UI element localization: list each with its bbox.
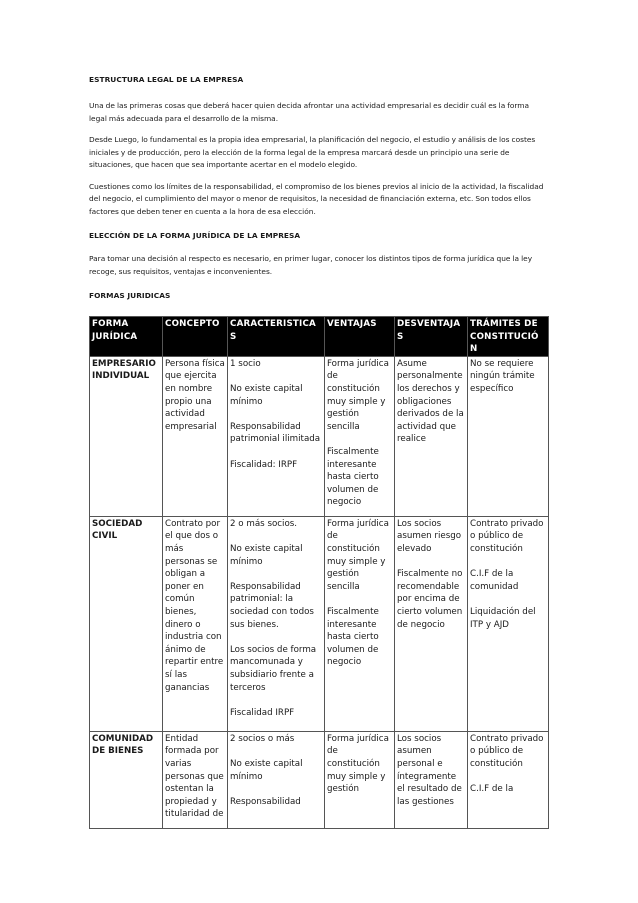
cell-text: Los socios de forma mancomunada y subsidiario frente a terceros bbox=[230, 644, 317, 693]
table-header-row bbox=[90, 317, 549, 357]
cell-text: 2 o más socios. bbox=[230, 518, 298, 529]
table-row bbox=[90, 356, 549, 516]
header-forma-juridica: FORMA JURÍDICA bbox=[90, 317, 163, 357]
cell-tramites bbox=[468, 731, 549, 828]
cell-concepto bbox=[163, 356, 228, 516]
cell-text: 2 socios o más bbox=[230, 733, 295, 744]
cell-forma-juridica: SOCIEDAD CIVIL bbox=[90, 516, 163, 731]
cell-text: Asume personalmente los derechos y obligaciones derivados de la actividad que realice bbox=[397, 358, 464, 445]
cell-text: C.I.F de la comunidad bbox=[470, 569, 519, 592]
cell-desventajas bbox=[395, 356, 468, 516]
cell-text: Fiscalidad IRPF bbox=[230, 707, 295, 718]
cell-ventajas bbox=[325, 356, 395, 516]
header-tramites: TRÁMITES DE CONSTITUCIÓN bbox=[468, 317, 549, 357]
cell-text: 1 socio bbox=[230, 358, 261, 369]
cell-forma-juridica: EMPRESARIO INDIVIDUAL bbox=[90, 356, 163, 516]
cell-text: Fiscalmente interesante hasta cierto volumen de negocio bbox=[327, 446, 379, 508]
cell-caracteristicas bbox=[228, 516, 325, 731]
cell-text: Persona física que ejercita en nombre propio una actividad empresarial bbox=[165, 358, 225, 432]
cell-text: No existe capital mínimo bbox=[230, 758, 303, 782]
cell-tramites bbox=[468, 516, 549, 731]
header-caracteristicas: CARACTERISTICAS bbox=[228, 317, 325, 357]
cell-text: Responsabilidad bbox=[230, 796, 301, 807]
cell-desventajas bbox=[395, 516, 468, 731]
eleccion-paragraph: Para tomar una decisión al respecto es necesario, en primer lugar, conocer los distintos tipos de forma jurídica que la ley recoge, sus requisitos, ventajas e inconvenientes. bbox=[89, 254, 533, 276]
header-ventajas: VENTAJAS bbox=[325, 317, 395, 357]
table-row bbox=[90, 731, 549, 828]
document-page bbox=[89, 68, 548, 829]
cell-text: No se requiere ningún trámite específico bbox=[470, 358, 535, 394]
cell-text: Entidad formada por varias personas que ostentan la propiedad y titularidad de bbox=[165, 733, 224, 820]
intro-paragraph-3: Cuestiones como los límites de la responsabilidad, el compromiso de los bienes previos al inicio de la actividad, la fiscalidad del negocio, el cumplimiento del mayor o menor de requisitos, la necesidad de financiación externa, etc. Son todos ellos factores que deben tener en cuenta a la hora de esa elección. bbox=[89, 181, 544, 216]
table-row bbox=[90, 516, 549, 731]
cell-text: No existe capital mínimo bbox=[230, 383, 303, 407]
cell-ventajas bbox=[325, 731, 395, 828]
document-title: ESTRUCTURA LEGAL DE LA EMPRESA bbox=[89, 75, 244, 84]
cell-text: Contrato privado o público de constitución bbox=[470, 518, 544, 554]
cell-text: C.I.F de la bbox=[470, 784, 514, 795]
cell-tramites bbox=[468, 356, 549, 516]
cell-text: Forma jurídica de constitución muy simple y gestión sencilla bbox=[327, 518, 389, 592]
cell-caracteristicas bbox=[228, 356, 325, 516]
table-body bbox=[90, 356, 549, 828]
cell-text: Los socios asumen riesgo elevado bbox=[397, 518, 462, 554]
cell-desventajas bbox=[395, 731, 468, 828]
cell-ventajas bbox=[325, 516, 395, 731]
cell-text: Responsabilidad patrimonial: la sociedad con todos sus bienes. bbox=[230, 581, 314, 630]
intro-paragraph-2: Desde Luego, lo fundamental es la propia idea empresarial, la planificación del negocio, el estudio y análisis de los costes iniciales y de producción, pero la elección de la forma legal de la empresa marcará desde un principio una serie de situaciones, que hacen que sea importante acertar en el modelo elegido. bbox=[89, 135, 536, 169]
intro-paragraph-1: Una de las primeras cosas que deberá hacer quien decida afrontar una actividad empresarial es decidir cuál es la forma legal más adecuada para el desarrollo de la misma. bbox=[89, 101, 530, 123]
cell-text: Fiscalmente interesante hasta cierto volumen de negocio bbox=[327, 606, 379, 668]
cell-text: Los socios asumen personal e íntegramente el resultado de las gestiones bbox=[397, 733, 462, 807]
cell-forma-juridica: COMUNIDAD DE BIENES bbox=[90, 731, 163, 828]
eleccion-heading: ELECCIÓN DE LA FORMA JURÍDICA DE LA EMPRESA bbox=[89, 231, 301, 240]
cell-text: Responsabilidad patrimonial ilimitada bbox=[230, 421, 321, 445]
formas-juridicas-heading: FORMAS JURIDICAS bbox=[89, 291, 171, 300]
cell-text: Contrato por el que dos o más personas se obligan a poner en común bienes, dinero o industria con ánimo de repartir entre sí las ganancias bbox=[165, 518, 224, 693]
cell-text: Forma jurídica de constitución muy simple y gestión bbox=[327, 733, 389, 795]
formas-juridicas-table bbox=[89, 316, 549, 829]
cell-text: Fiscalmente no recomendable por encima de cierto volumen de negocio bbox=[397, 569, 463, 630]
cell-text: Fiscalidad: IRPF bbox=[230, 459, 298, 470]
cell-text: No existe capital mínimo bbox=[230, 543, 303, 567]
cell-text: Liquidación del ITP y AJD bbox=[470, 606, 536, 630]
cell-text: Forma jurídica de constitución muy simple y gestión sencilla bbox=[327, 358, 389, 432]
header-desventajas: DESVENTAJAS bbox=[395, 317, 468, 357]
cell-concepto bbox=[163, 516, 228, 731]
cell-caracteristicas bbox=[228, 731, 325, 828]
cell-text: Contrato privado o público de constitución bbox=[470, 733, 544, 769]
header-concepto: CONCEPTO bbox=[163, 317, 228, 357]
cell-concepto bbox=[163, 731, 228, 828]
